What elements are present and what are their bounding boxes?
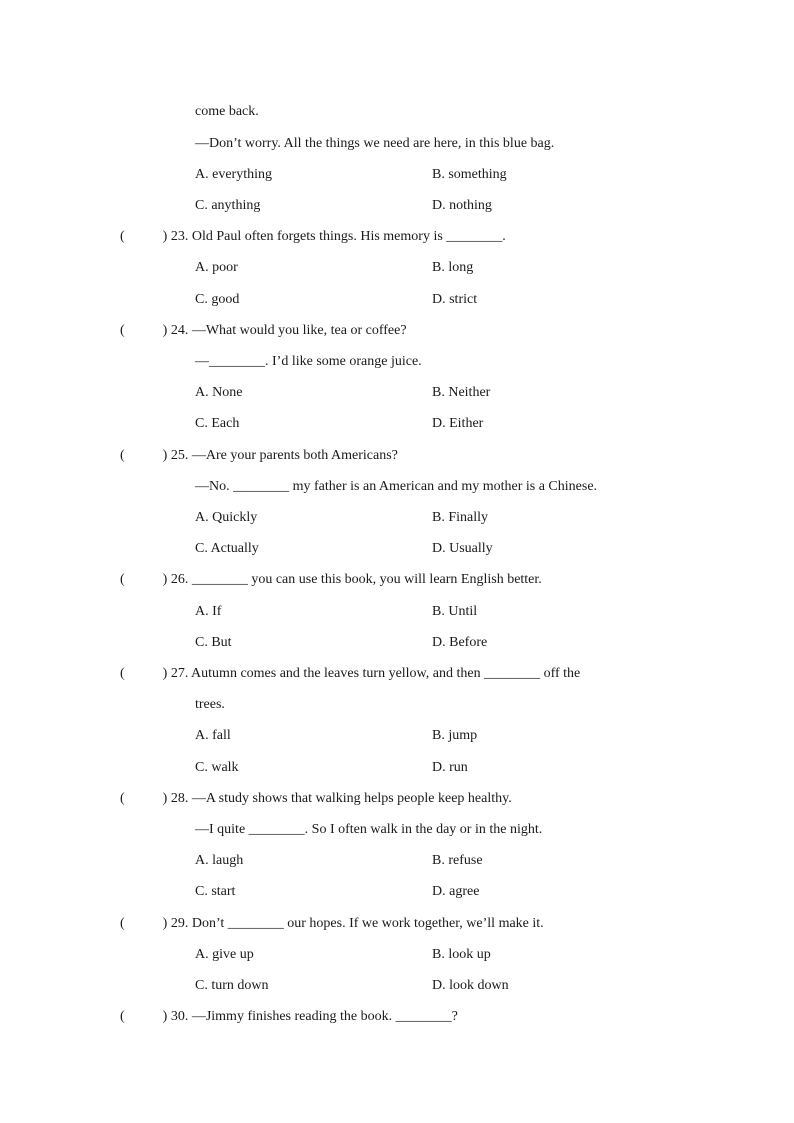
option-d: D. agree bbox=[432, 884, 480, 899]
option-c: C. Actually bbox=[195, 541, 259, 556]
option-d: D. nothing bbox=[432, 198, 492, 213]
option-c: C. anything bbox=[195, 198, 261, 213]
question-stem: ) 28. —A study shows that walking helps people keep healthy. bbox=[162, 791, 512, 806]
answer-paren: ( bbox=[120, 448, 125, 463]
question-28 bbox=[120, 790, 512, 808]
option-a: A. fall bbox=[195, 728, 231, 743]
option-b: B. Finally bbox=[432, 510, 489, 525]
question-stem: ) 26. ________ you can use this book, you will learn English better. bbox=[162, 572, 542, 587]
question-stem: ) 27. Autumn comes and the leaves turn yellow, and then ________ off the bbox=[162, 666, 581, 681]
question-stem: ) 24. —What would you like, tea or coffee? bbox=[162, 323, 407, 338]
question-stem: ) 30. —Jimmy finishes reading the book. ________? bbox=[162, 1009, 458, 1024]
answer-paren: ( bbox=[120, 323, 125, 338]
question-27 bbox=[120, 665, 580, 683]
question-stem: ) 25. —Are your parents both Americans? bbox=[162, 448, 398, 463]
question-text: —Don’t worry. All the things we need are here, in this blue bag. bbox=[195, 136, 555, 151]
question-text: —No. ________ my father is an American and my mother is a Chinese. bbox=[195, 479, 598, 494]
option-a: A. None bbox=[195, 385, 243, 400]
option-a: A. poor bbox=[195, 260, 238, 275]
option-b: B. Neither bbox=[432, 385, 491, 400]
question-30 bbox=[120, 1008, 458, 1026]
question-29 bbox=[120, 915, 544, 933]
option-c: C. walk bbox=[195, 760, 239, 775]
question-stem: ) 29. Don’t ________ our hopes. If we work together, we’ll make it. bbox=[162, 916, 544, 931]
option-d: D. look down bbox=[432, 978, 509, 993]
option-c: C. Each bbox=[195, 416, 240, 431]
question-stem: ) 23. Old Paul often forgets things. His memory is ________. bbox=[162, 229, 506, 244]
answer-paren: ( bbox=[120, 916, 125, 931]
question-text: —________. I’d like some orange juice. bbox=[195, 354, 422, 369]
option-a: A. Quickly bbox=[195, 510, 258, 525]
question-26 bbox=[120, 571, 542, 589]
answer-paren: ( bbox=[120, 1009, 125, 1024]
question-24 bbox=[120, 322, 407, 340]
option-b: B. something bbox=[432, 167, 507, 182]
option-d: D. Before bbox=[432, 635, 488, 650]
answer-paren: ( bbox=[120, 572, 125, 587]
option-d: D. strict bbox=[432, 292, 478, 307]
option-a: A. If bbox=[195, 604, 222, 619]
question-text: trees. bbox=[195, 697, 225, 712]
option-c: C. turn down bbox=[195, 978, 269, 993]
question-text: come back. bbox=[195, 104, 259, 119]
option-a: A. everything bbox=[195, 167, 272, 182]
option-a: A. give up bbox=[195, 947, 254, 962]
answer-paren: ( bbox=[120, 791, 125, 806]
question-text: —I quite ________. So I often walk in the day or in the night. bbox=[195, 822, 543, 837]
option-c: C. But bbox=[195, 635, 232, 650]
option-b: B. Until bbox=[432, 604, 478, 619]
answer-paren: ( bbox=[120, 666, 125, 681]
option-d: D. Usually bbox=[432, 541, 493, 556]
answer-paren: ( bbox=[120, 229, 125, 244]
option-c: C. start bbox=[195, 884, 236, 899]
option-b: B. refuse bbox=[432, 853, 483, 868]
option-b: B. jump bbox=[432, 728, 478, 743]
option-b: B. look up bbox=[432, 947, 491, 962]
option-d: D. run bbox=[432, 760, 468, 775]
option-c: C. good bbox=[195, 292, 240, 307]
question-23 bbox=[120, 228, 506, 246]
option-d: D. Either bbox=[432, 416, 484, 431]
question-25 bbox=[120, 447, 398, 465]
option-a: A. laugh bbox=[195, 853, 244, 868]
option-b: B. long bbox=[432, 260, 474, 275]
